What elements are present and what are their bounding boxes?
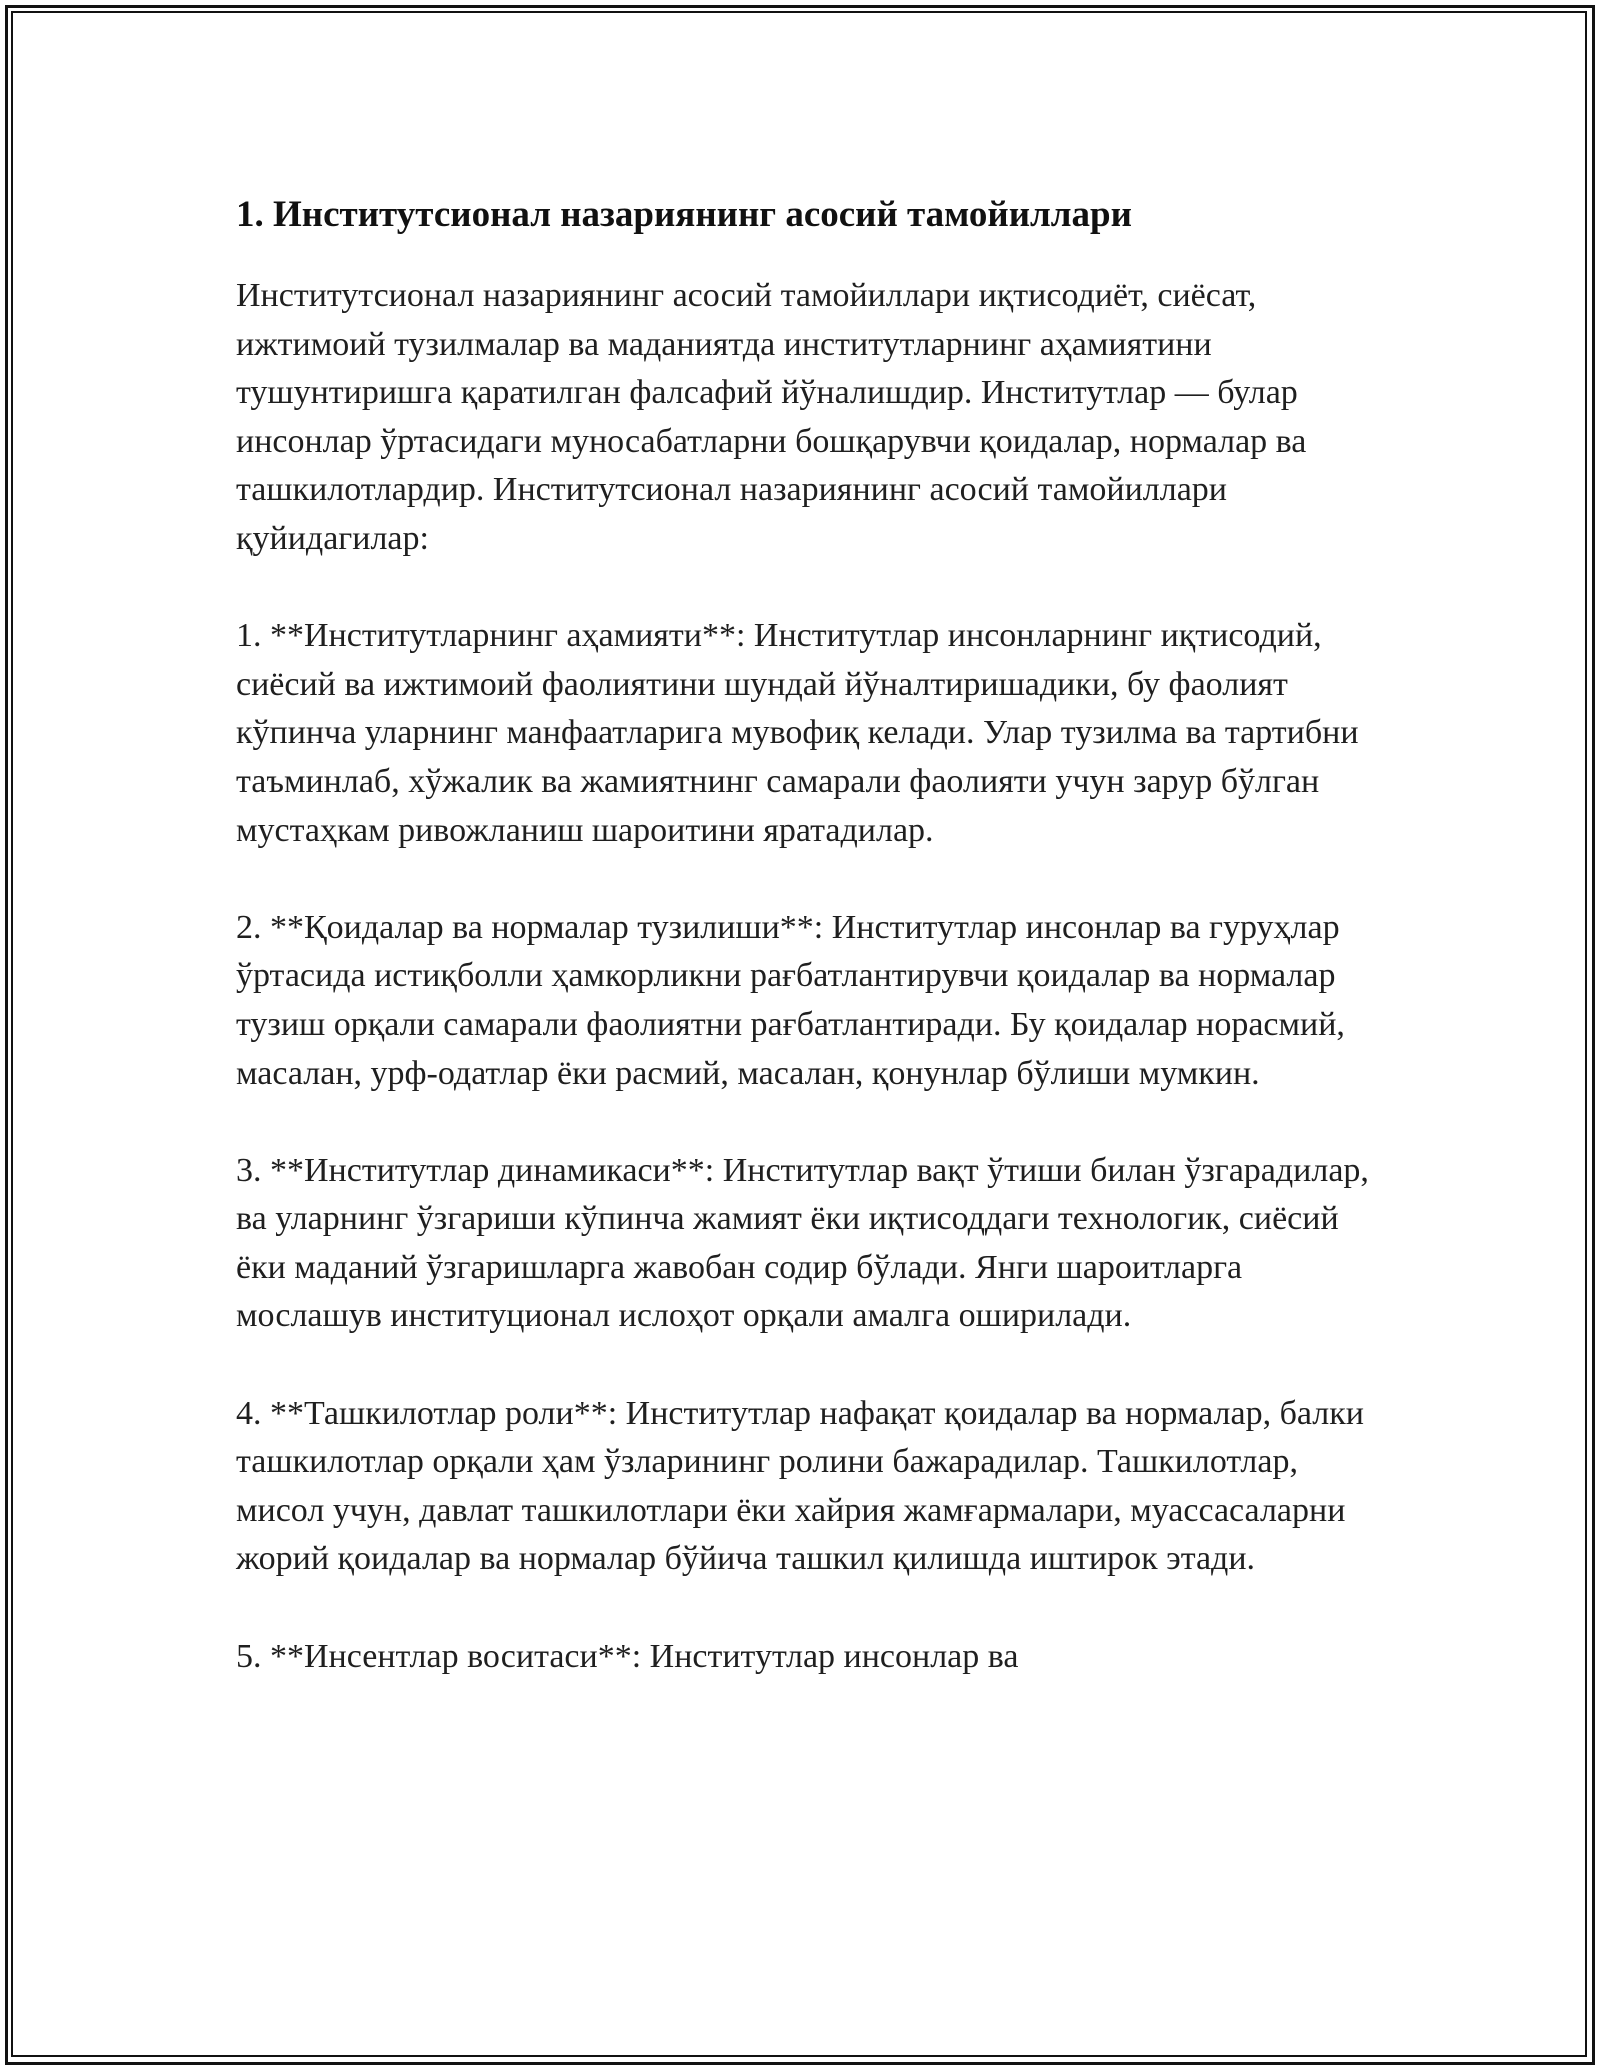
paragraph-gap: [236, 1584, 1376, 1633]
list-item-3: 3. **Институтлар динамикаси**: Институтлар вақт ўтиши билан ўзгарадилар, ва уларнинг ўзгариши кўпинча жамият ёки иқтисоддаги технологик, сиёсий ёки маданий ўзгаришларга жавобан содир бўлади. Янги шароитларга мослашув институционал ислоҳот орқали амалга оширилади.: [236, 1151, 1369, 1335]
paragraph-gap: [236, 855, 1376, 904]
intro-paragraph: Институтсионал назариянинг асосий тамойиллари иқтисодиёт, сиёсат, ижтимоий тузилмалар ва маданиятда институтларнинг аҳамиятини тушунтиришга қаратилган фалсафий йўналишдир. Институтлар — булар инсонлар ўртасидаги муносабатларни бошқарувчи қоидалар, нормалар ва ташкилотлардир. Институтсионал назариянинг асосий тамойиллари қуйидагилар:: [236, 277, 1307, 557]
paragraph-gap: [236, 1341, 1376, 1390]
list-item-5: 5. **Инсентлар воситаси**: Институтлар инсонлар ва: [236, 1637, 1019, 1675]
list-item-2: 2. **Қоидалар ва нормалар тузилиши**: Институтлар инсонлар ва гуруҳлар ўртасида истиқболли ҳамкорликни рағбатлантирувчи қоидалар ва нормалар тузиш орқали самарали фаолиятни рағбатлантиради. Бу қоидалар норасмий, масалан, урф-одатлар ёки расмий, масалан, қонунлар бўлиши мумкин.: [236, 908, 1345, 1092]
document-body: [236, 184, 1376, 1681]
paragraph-gap: [236, 1098, 1376, 1147]
list-item-4: 4. **Ташкилотлар роли**: Институтлар нафақат қоидалар ва нормалар, балки ташкилотлар орқали ҳам ўзларининг ролини бажарадилар. Ташкилотлар, мисол учун, давлат ташкилотлари ёки хайрия жамғармалари, муассасаларни жорий қоидалар ва нормалар бўйича ташкил қилишда иштирок этади.: [236, 1394, 1364, 1578]
list-item-1: 1. **Институтларнинг аҳамияти**: Институтлар инсонларнинг иқтисодий, сиёсий ва ижтимоий фаолиятини шундай йўналтиришадики, бу фаолият кўпинча уларнинг манфаатларига мувофиқ келади. Улар тузилма ва тартибни таъминлаб, хўжалик ва жамиятнинг самарали фаолияти учун зарур бўлган мустаҳкам ривожланиш шароитини яратадилар.: [236, 617, 1359, 849]
paragraph-gap: [236, 564, 1376, 613]
section-heading: 1. Институтсионал назариянинг асосий тамойиллари: [236, 194, 1132, 235]
